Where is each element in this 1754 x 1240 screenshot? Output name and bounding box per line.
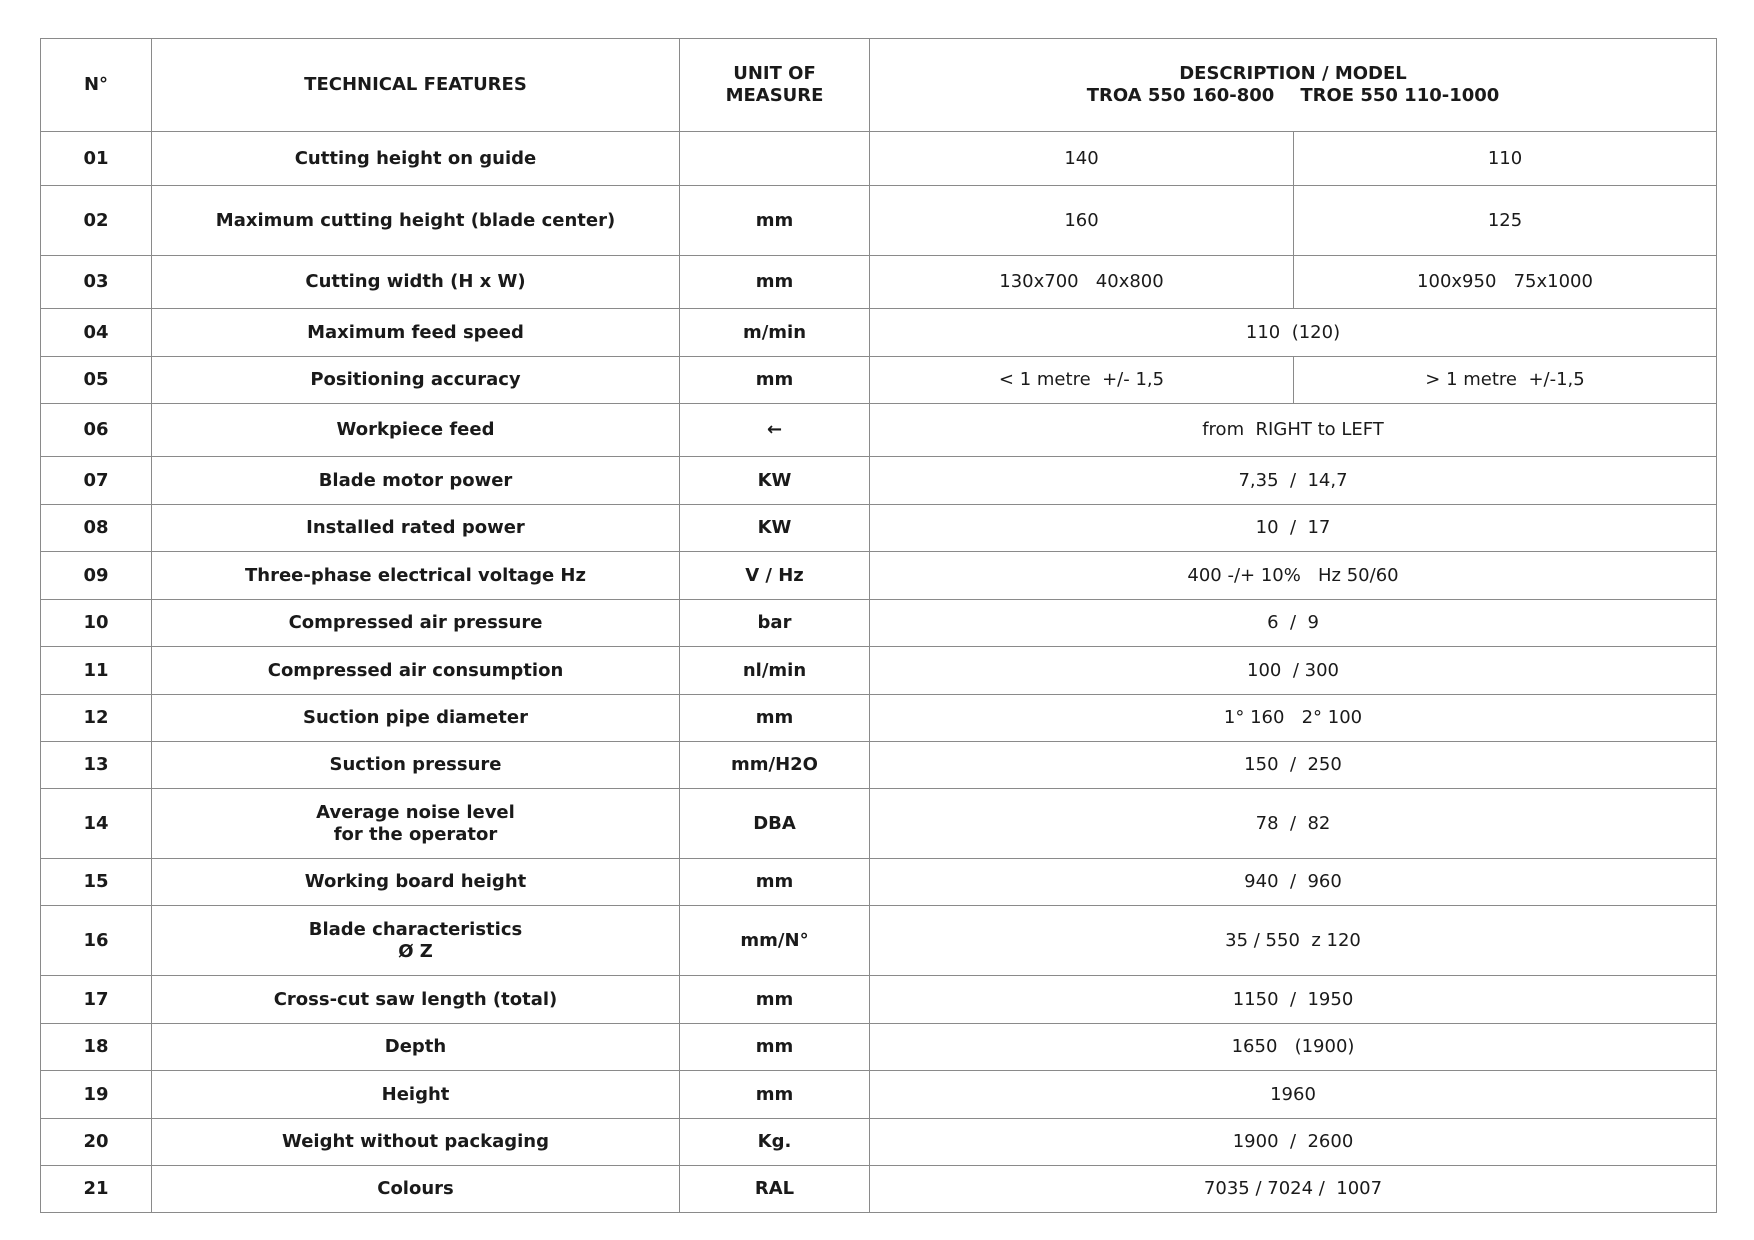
row-number: 18 <box>41 1024 152 1071</box>
row-feature: Depth <box>152 1024 680 1071</box>
row-value: from RIGHT to LEFT <box>870 404 1717 457</box>
row-feature: Working board height <box>152 859 680 906</box>
row-feature-line-2: Ø Z <box>398 940 433 962</box>
table-row <box>41 600 1717 647</box>
header-technical-features: TECHNICAL FEATURES <box>152 39 680 132</box>
row-number: 14 <box>41 789 152 859</box>
table-row <box>41 186 1717 256</box>
row-number: 03 <box>41 256 152 309</box>
row-unit: mm <box>680 1024 870 1071</box>
row-number: 08 <box>41 505 152 552</box>
row-unit: mm <box>680 256 870 309</box>
row-feature <box>152 906 680 976</box>
table-row <box>41 457 1717 505</box>
row-unit: KW <box>680 505 870 552</box>
row-value: 1650 (1900) <box>870 1024 1717 1071</box>
row-unit: mm <box>680 976 870 1024</box>
row-value-model-b: > 1 metre +/-1,5 <box>1294 357 1717 404</box>
row-value: 100 / 300 <box>870 647 1717 695</box>
row-feature: Cross-cut saw length (total) <box>152 976 680 1024</box>
row-value-model-a: < 1 metre +/- 1,5 <box>870 357 1294 404</box>
row-feature: Compressed air pressure <box>152 600 680 647</box>
row-feature: Weight without packaging <box>152 1119 680 1166</box>
table-row <box>41 647 1717 695</box>
row-feature: Installed rated power <box>152 505 680 552</box>
row-number: 17 <box>41 976 152 1024</box>
header-model-b: TROE 550 110-1000 <box>1300 85 1500 106</box>
table-row <box>41 552 1717 600</box>
row-feature: Blade motor power <box>152 457 680 505</box>
row-number: 02 <box>41 186 152 256</box>
row-value: 1150 / 1950 <box>870 976 1717 1024</box>
row-unit: nl/min <box>680 647 870 695</box>
row-unit: ← <box>680 404 870 457</box>
row-value-model-b: 100x950 75x1000 <box>1294 256 1717 309</box>
table-row <box>41 1166 1717 1213</box>
row-value: 78 / 82 <box>870 789 1717 859</box>
row-feature: Three-phase electrical voltage Hz <box>152 552 680 600</box>
row-value: 7035 / 7024 / 1007 <box>870 1166 1717 1213</box>
row-unit: mm <box>680 186 870 256</box>
row-value-model-a: 130x700 40x800 <box>870 256 1294 309</box>
row-number: 07 <box>41 457 152 505</box>
header-description-label: DESCRIPTION / MODEL <box>1179 63 1407 84</box>
row-unit: DBA <box>680 789 870 859</box>
row-number: 10 <box>41 600 152 647</box>
table-row <box>41 742 1717 789</box>
row-value: 940 / 960 <box>870 859 1717 906</box>
row-feature: Compressed air consumption <box>152 647 680 695</box>
header-number: N° <box>41 39 152 132</box>
header-unit-of-measure: UNIT OF MEASURE <box>680 39 870 132</box>
row-number: 09 <box>41 552 152 600</box>
row-value: 1900 / 2600 <box>870 1119 1717 1166</box>
row-unit: bar <box>680 600 870 647</box>
table-row <box>41 976 1717 1024</box>
table-row <box>41 357 1717 404</box>
row-value: 1° 160 2° 100 <box>870 695 1717 742</box>
row-feature: Maximum feed speed <box>152 309 680 357</box>
row-number: 15 <box>41 859 152 906</box>
row-value: 150 / 250 <box>870 742 1717 789</box>
table-row <box>41 1119 1717 1166</box>
row-unit: m/min <box>680 309 870 357</box>
row-value: 7,35 / 14,7 <box>870 457 1717 505</box>
row-value: 35 / 550 z 120 <box>870 906 1717 976</box>
row-unit: mm <box>680 859 870 906</box>
row-feature <box>152 789 680 859</box>
table-row <box>41 859 1717 906</box>
row-value: 1960 <box>870 1071 1717 1119</box>
technical-features-table <box>40 38 1717 1213</box>
table-row <box>41 695 1717 742</box>
row-feature-line-1: Blade characteristics <box>308 918 523 940</box>
row-feature: Colours <box>152 1166 680 1213</box>
row-feature: Cutting width (H x W) <box>152 256 680 309</box>
row-value-model-b: 125 <box>1294 186 1717 256</box>
row-number: 19 <box>41 1071 152 1119</box>
row-number: 13 <box>41 742 152 789</box>
row-unit: Kg. <box>680 1119 870 1166</box>
row-unit: V / Hz <box>680 552 870 600</box>
row-number: 12 <box>41 695 152 742</box>
row-feature: Positioning accuracy <box>152 357 680 404</box>
row-number: 05 <box>41 357 152 404</box>
row-unit: mm <box>680 695 870 742</box>
row-unit: mm/H2O <box>680 742 870 789</box>
row-number: 01 <box>41 132 152 186</box>
row-number: 16 <box>41 906 152 976</box>
table-row <box>41 132 1717 186</box>
header-models <box>876 85 1710 107</box>
row-feature: Height <box>152 1071 680 1119</box>
table-row <box>41 256 1717 309</box>
row-feature: Suction pipe diameter <box>152 695 680 742</box>
row-feature: Maximum cutting height (blade center) <box>152 186 680 256</box>
table-body <box>41 132 1717 1213</box>
row-number: 11 <box>41 647 152 695</box>
header-row <box>41 39 1717 132</box>
header-description-model <box>870 39 1717 132</box>
table-row <box>41 309 1717 357</box>
row-unit: KW <box>680 457 870 505</box>
row-value-model-a: 140 <box>870 132 1294 186</box>
header-model-a: TROA 550 160-800 <box>1086 85 1275 106</box>
row-unit: mm <box>680 357 870 404</box>
row-unit: mm <box>680 1071 870 1119</box>
table-row <box>41 789 1717 859</box>
row-unit <box>680 132 870 186</box>
row-unit: RAL <box>680 1166 870 1213</box>
row-feature-line-2: for the operator <box>333 823 498 845</box>
table-row <box>41 505 1717 552</box>
row-number: 04 <box>41 309 152 357</box>
row-value: 10 / 17 <box>870 505 1717 552</box>
row-value: 400 -/+ 10% Hz 50/60 <box>870 552 1717 600</box>
row-unit: mm/N° <box>680 906 870 976</box>
row-value-model-b: 110 <box>1294 132 1717 186</box>
row-feature: Suction pressure <box>152 742 680 789</box>
table-row <box>41 1024 1717 1071</box>
row-value: 6 / 9 <box>870 600 1717 647</box>
table-row <box>41 906 1717 976</box>
table-row <box>41 404 1717 457</box>
row-value: 110 (120) <box>870 309 1717 357</box>
row-feature: Workpiece feed <box>152 404 680 457</box>
table-row <box>41 1071 1717 1119</box>
row-feature-line-1: Average noise level <box>316 801 515 823</box>
row-feature: Cutting height on guide <box>152 132 680 186</box>
row-number: 06 <box>41 404 152 457</box>
row-number: 21 <box>41 1166 152 1213</box>
row-number: 20 <box>41 1119 152 1166</box>
row-value-model-a: 160 <box>870 186 1294 256</box>
